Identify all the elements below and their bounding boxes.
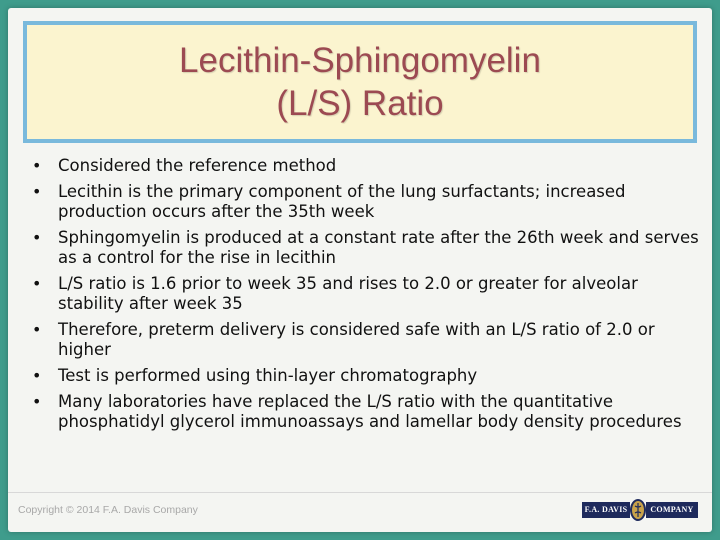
bullet-item <box>28 320 700 360</box>
bullet-icon: • <box>32 366 42 385</box>
bullet-text: Lecithin is the primary component of the lung surfactants; increased production occurs after the 35th week <box>58 182 626 221</box>
logo-seal-icon <box>629 498 647 522</box>
slide-content <box>8 8 712 532</box>
bullet-text: Many laboratories have replaced the L/S ratio with the quantitative phosphatidyl glycerol immunoassays and lamellar body density procedures <box>58 392 682 431</box>
slide-title-line-2: (L/S) Ratio <box>276 84 444 123</box>
bullet-icon: • <box>32 228 42 247</box>
publisher-logo <box>582 498 698 522</box>
bullet-list <box>28 156 700 438</box>
bullet-text: Therefore, preterm delivery is considered safe with an L/S ratio of 2.0 or higher <box>58 320 655 359</box>
bullet-item <box>28 228 700 268</box>
bullet-icon: • <box>32 182 42 201</box>
logo-left-text: F.A. DAVIS <box>582 502 630 518</box>
bullet-item <box>28 156 700 176</box>
bullet-text: L/S ratio is 1.6 prior to week 35 and rises to 2.0 or greater for alveolar stability after week 35 <box>58 274 638 313</box>
footer-divider <box>8 492 712 493</box>
bullet-icon: • <box>32 156 42 175</box>
bullet-icon: • <box>32 392 42 411</box>
bullet-text: Considered the reference method <box>58 156 337 175</box>
slide-title-line-1: Lecithin-Sphingomyelin <box>179 41 541 80</box>
logo-right-text: COMPANY <box>646 502 698 518</box>
copyright-text: Copyright © 2014 F.A. Davis Company <box>18 504 198 516</box>
bullet-item <box>28 274 700 314</box>
bullet-item <box>28 392 700 432</box>
bullet-item <box>28 182 700 222</box>
bullet-text: Sphingomyelin is produced at a constant rate after the 26th week and serves as a control for the rise in lecithin <box>58 228 699 267</box>
bullet-icon: • <box>32 320 42 339</box>
bullet-item <box>28 366 700 386</box>
title-box <box>23 21 697 143</box>
bullet-icon: • <box>32 274 42 293</box>
bullet-text: Test is performed using thin-layer chromatography <box>58 366 478 385</box>
